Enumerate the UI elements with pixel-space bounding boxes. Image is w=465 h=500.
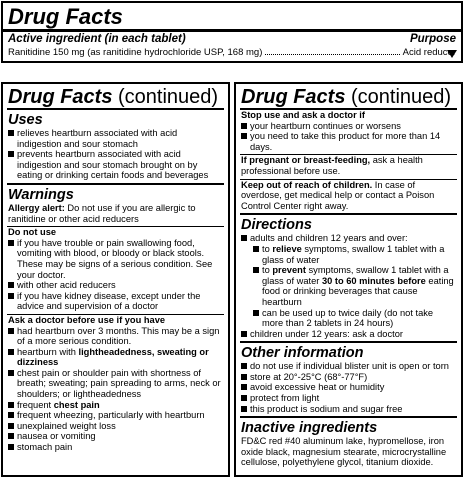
list-item: nausea or vomiting — [8, 431, 223, 442]
continued-label: (continued) — [345, 86, 452, 108]
triangle-down-icon — [447, 50, 457, 58]
list-item: frequent wheezing, particularly with heartburn — [8, 410, 223, 421]
list-item: can be used up to twice daily (do not take more than 2 tablets in 24 hours) — [241, 308, 456, 329]
uses-list — [3, 128, 228, 181]
item-text: symptoms, swallow 1 tablet with a glass of water — [262, 265, 449, 286]
item-bold-text: lightheadedness, sweating or dizziness — [17, 346, 209, 368]
keep-label: Keep out of reach of children. — [241, 179, 373, 190]
list-item: with other acid reducers — [8, 280, 223, 291]
item-text: heartburn with — [17, 346, 79, 357]
other-info-heading: Other information — [241, 345, 364, 362]
list-item — [8, 347, 223, 368]
drug-facts-left-panel — [1, 82, 230, 477]
allergy-label: Allergy alert: — [8, 202, 65, 213]
list-item: had heartburn over 3 months. This may be a sign of a more serious condition. — [8, 326, 223, 347]
active-ingredient-heading: Active ingredient (in each tablet) — [8, 33, 186, 45]
purpose-heading: Purpose — [409, 33, 456, 45]
panel-title — [3, 84, 228, 108]
ask-doctor-list — [3, 326, 228, 453]
list-item: if you have kidney disease, except under the advice and supervision of a doctor — [8, 291, 223, 312]
dot-leader — [265, 47, 399, 55]
panel-title — [236, 84, 461, 108]
purpose-text: Acid reducer — [402, 47, 456, 58]
pregnant-body: ask a health professional before use. — [241, 155, 423, 176]
list-item: stomach pain — [8, 442, 223, 453]
list-item: children under 12 years: ask a doctor — [241, 329, 456, 340]
list-item: avoid excessive heat or humidity — [241, 382, 456, 393]
item-text: to — [262, 265, 273, 276]
stop-use-heading: Stop use and ask a doctor if — [241, 110, 365, 120]
list-item: do not use if individual blister unit is open or torn — [241, 361, 456, 372]
drug-facts-header-panel — [1, 1, 463, 63]
pregnant-label: If pregnant or breast-feeding, — [241, 155, 371, 166]
list-item: if you have trouble or pain swallowing food, vomiting with blood, or bloody or black stools. These may be signs of a serious condition. See your doctor. — [8, 238, 223, 280]
list-item: store at 20°-25°C (68°-77°F) — [241, 372, 456, 383]
uses-heading: Uses — [8, 112, 43, 128]
item-bold-text: 30 to 60 minutes before — [321, 275, 426, 286]
directions-heading: Directions — [241, 217, 312, 234]
list-item: your heartburn continues or worsens — [241, 121, 456, 132]
inactive-ingredients-text: FD&C red #40 aluminum lake, hypromellose, iron oxide black, magnesium stearate, microcrystalline cellulose, polyethylene glycol, titanium dioxide. — [241, 436, 447, 468]
pregnant-text — [236, 155, 461, 176]
list-item: adults and children 12 years and over: — [241, 233, 456, 244]
directions-list — [236, 233, 461, 339]
item-bold-text: relieve — [272, 243, 302, 254]
list-item: you need to take this product for more than 14 days. — [241, 131, 456, 152]
allergy-text: Do not use if you are allergic to ranitidine or other acid reducers — [8, 202, 196, 224]
active-ingredient-row — [3, 32, 461, 46]
drug-facts-right-panel — [234, 82, 463, 477]
list-item: this product is sodium and sugar free — [241, 404, 456, 415]
allergy-alert — [3, 203, 228, 224]
do-not-use-list — [3, 238, 228, 312]
item-text: eating food or drinking beverages that cause heartburn — [262, 275, 454, 307]
stop-use-list — [236, 121, 461, 153]
keep-body: In case of overdose, get medical help or contact a Poison Control Center right away. — [241, 179, 435, 211]
list-item: relieves heartburn associated with acid indigestion and sour stomach — [8, 128, 223, 149]
ingredient-line — [3, 46, 461, 59]
list-item: protect from light — [241, 393, 456, 404]
list-item — [241, 244, 456, 265]
continued-label: (continued) — [112, 86, 219, 108]
list-item: unexplained weight loss — [8, 421, 223, 432]
item-text: symptoms, swallow 1 tablet with a glass of water — [262, 243, 445, 265]
page-title: Drug Facts — [8, 4, 123, 29]
item-bold-text: chest pain — [53, 399, 100, 410]
other-info-list — [236, 361, 461, 414]
panel-title-text: Drug Facts — [8, 86, 113, 108]
item-text: to — [262, 243, 273, 254]
list-item: prevents heartburn associated with acid indigestion and sour stomach brought on by eating or drinking certain foods and beverages — [8, 149, 223, 181]
keep-away-text — [236, 180, 461, 212]
inactive-ingredients-heading: Inactive ingredients — [241, 420, 378, 437]
warnings-heading: Warnings — [8, 186, 74, 203]
item-text: frequent — [17, 399, 54, 410]
list-item — [8, 400, 223, 411]
panel-title-text: Drug Facts — [241, 86, 346, 108]
ingredient-text: Ranitidine 150 mg (as ranitidine hydrochloride USP, 168 mg) — [8, 47, 263, 58]
do-not-use-heading: Do not use — [8, 227, 57, 238]
list-item — [241, 265, 456, 307]
ask-doctor-heading: Ask a doctor before use if you have — [8, 314, 166, 325]
list-item: chest pain or shoulder pain with shortness of breath; sweating; pain spreading to arms, neck or shoulders; or lightheadedness — [8, 368, 223, 400]
item-bold-text: prevent — [272, 265, 306, 276]
